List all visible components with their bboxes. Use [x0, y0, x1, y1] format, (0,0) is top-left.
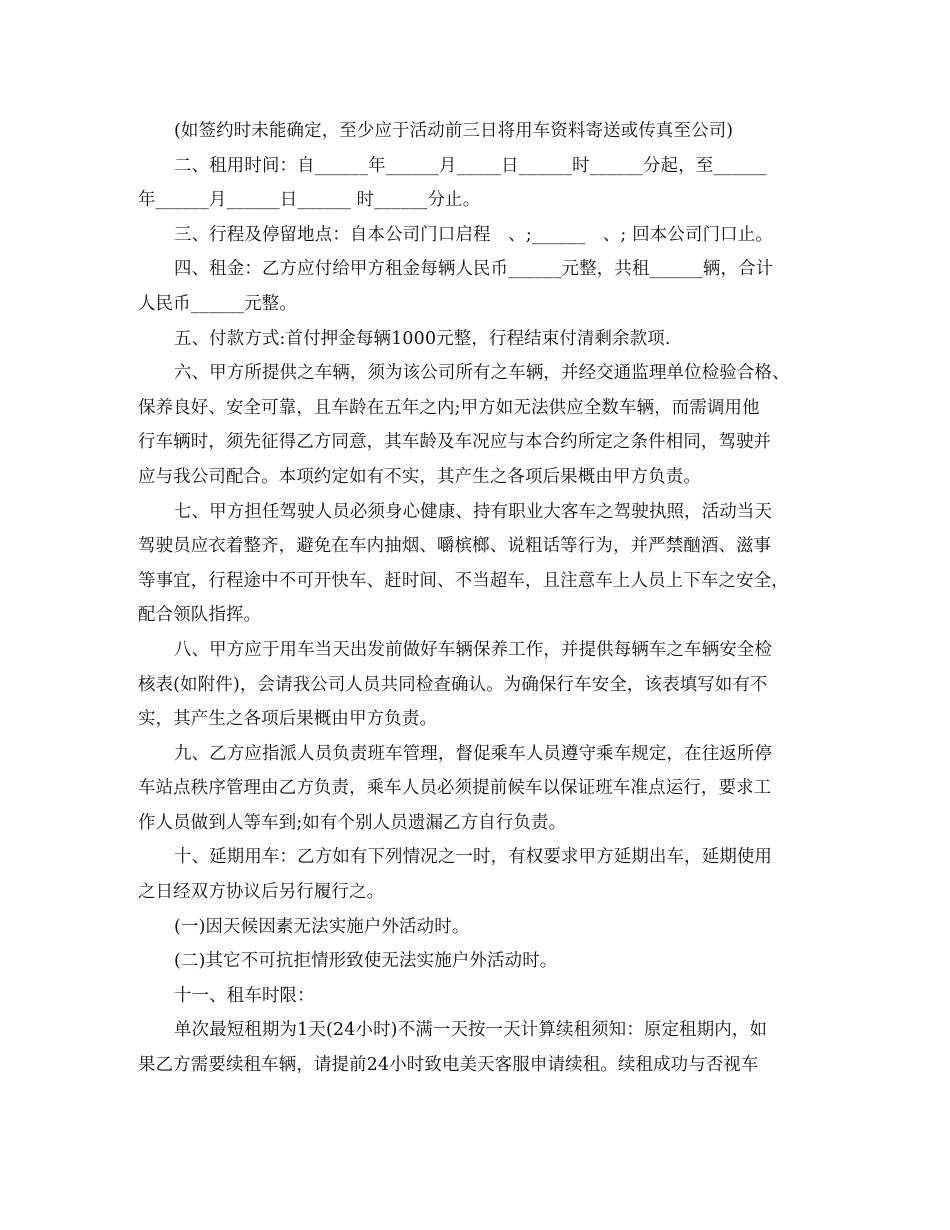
text-line: 四、租金：乙方应付给甲方租金每辆人民币______元整，共租______辆，合计 [174, 259, 774, 280]
text-line: (一)因天候因素无法实施户外活动时。 [174, 916, 470, 937]
text-line: 七、甲方担任驾驶人员必须身心健康、持有职业大客车之驾驶执照，活动当天 [174, 501, 773, 522]
text-line: 核表(如附件)，会请我公司人员共同检查确认。为确保行车安全，该表填写如有不 [138, 674, 768, 695]
text-line: 行车辆时，须先征得乙方同意，其车龄及车况应与本合约所定之条件相同，驾驶并 [138, 432, 772, 453]
text-line: 果乙方需要续租车辆，请提前24小时致电美天客服申请续租。续租成功与否视车 [138, 1055, 759, 1076]
text-line: 应与我公司配合。本项约定如有不实，其产生之各项后果概由甲方负责。 [138, 466, 701, 487]
text-line: 驾驶员应衣着整齐，避免在车内抽烟、嚼槟榔、说粗话等行为，并严禁酗酒、滋事 [138, 536, 772, 557]
text-line: 二、租用时间：自______年______月_____日______时______分起，至______ [174, 155, 767, 176]
text-line: 配合领队指挥。 [138, 605, 262, 626]
text-line: 十一、租车时限： [174, 985, 315, 1006]
text-line: 九、乙方应指派人员负责班车管理，督促乘车人员遵守乘车规定，在往返所停 [174, 743, 773, 764]
text-line: 实，其产生之各项后果概由甲方负责。 [138, 709, 438, 730]
text-line: (如签约时未能确定，至少应于活动前三日将用车资料寄送或传真至公司) [174, 121, 734, 141]
text-line: 车站点秩序管理由乙方负责，乘车人员必须提前候车以保证班车准点运行，要求工 [138, 778, 772, 799]
text-line: 等事宜，行程途中不可开快车、赶时间、不当超车，且注意车上人员上下车之安全， [138, 570, 789, 591]
text-line: 作人员做到人等车到;如有个别人员遗漏乙方自行负责。 [138, 812, 567, 833]
text-line: 之日经双方协议后另行履行之。 [138, 882, 385, 903]
text-line: 六、甲方所提供之车辆，须为该公司所有之车辆，并经交通监理单位检验合格、 [174, 363, 790, 384]
text-line: 保养良好、安全可靠，且车龄在五年之内;甲方如无法供应全数车辆，而需调用他 [138, 397, 760, 418]
text-line: 五、付款方式:首付押金每辆1000元整，行程结束付清剩余款项. [174, 328, 671, 349]
text-line: 年______月______日______ 时______分止。 [138, 190, 481, 211]
text-line: 八、甲方应于用车当天出发前做好车辆保养工作，并提供每辆车之车辆安全检 [174, 639, 773, 660]
contract-body [138, 114, 828, 1083]
text-line: 单次最短租期为1天(24小时)不满一天按一天计算续租须知：原定租期内，如 [174, 1020, 768, 1041]
text-line: (二)其它不可抗拒情形致使无法实施户外活动时。 [174, 951, 558, 972]
text-line: 十、延期用车：乙方如有下列情况之一时，有权要求甲方延期出车，延期使用 [174, 847, 773, 868]
text-line: 三、行程及停留地点：自本公司门口启程 、;______ 、; 回本公司门口止。 [174, 224, 773, 245]
text-line: 人民币______元整。 [138, 293, 297, 314]
